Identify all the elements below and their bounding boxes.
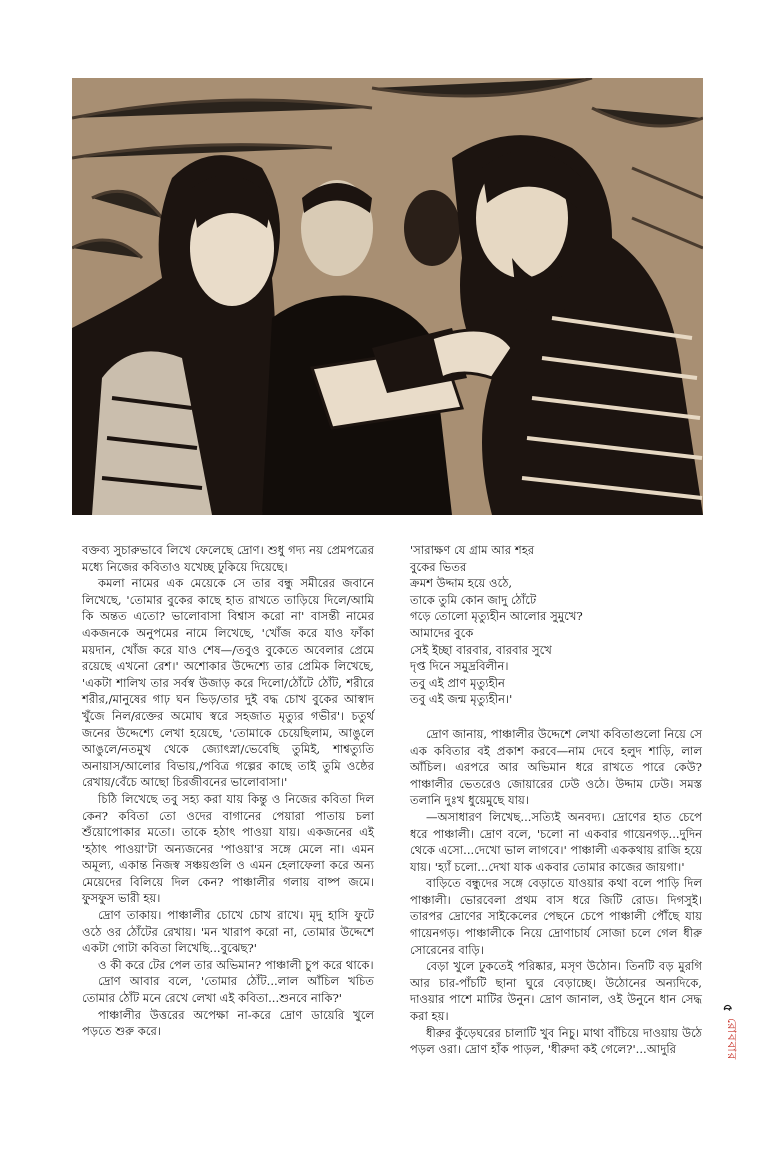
woodcut-illustration — [72, 78, 703, 515]
poem-line: ক্রমশ উদ্দাম হয়ে ওঠে, — [410, 576, 513, 591]
magazine-name-label: রোববার — [725, 1018, 739, 1061]
paragraph: দ্রোণ জানায়, পাঞ্চালীর উদ্দেশে লেখা কবিতাগুলো নিয়ে সে এক কবিতার বই প্রকাশ করবে—নাম দেবে হলুদ শাড়ি, লাল আঁচিল। এরপরে আর অভিমান ধরে রাখতে পারে কেউ? পাঞ্চালীর ভেতরেও জোয়ারের ঢেউ ওঠে। উদ্দাম ঢেউ। সমস্ত তলানি দুঃখ ধুয়েমুছে যায়। — [410, 726, 702, 808]
paragraph: কমলা নামের এক মেয়েকে সে তার বন্ধু সমীরের জবানে লিখেছে, 'তোমার বুকের কাছে হাত রাখতে তাড়িয়ে দিলে/আমি কি অন্তত এতো? ভালোবাসা বিশ্বাস করো না' বাসন্তী নামের একজনকে অনুপমের নামে লিখেছে, 'খোঁজ করে যাও ফাঁকা ময়দান, খোঁজ করে যাও শেষ—/তবুও বুকেতে অবেলার প্রেমে রয়েছে এখনো রেশ।' অশোকার উদ্দেশ্যে তার প্রেমিক লিখেছে, 'একটা শালিখ তার সর্বস্ব উজাড় করে দিলো/ঠোঁটে ঠোঁট, শরীরে শরীর,/মানুষের গাঢ় ঘন ভিড়/তার দুই বদ্ধ চোখ বুকের আস্বাদ খুঁজে নিল/রক্তের অমোঘ স্বরে সহজাত মৃত্যুর গভীর'। চতুর্থ জনের উদ্দেশ্যে লেখা হয়েছে, 'তোমাকে চেয়েছিলাম, আঙুলে আঙুলে/নতমুখ থেকে জ্যোৎস্না/ভেবেছি তুমিই, শাশ্বত্যুতি অনায়াস/আলোর বিভায়,/পবিত্র গল্পের কাছে তাই তুমি ওষ্ঠের রেখায়/বেঁচে আছো চিরজীবনের ভালোবাসা।' — [82, 576, 374, 790]
poem-line: সেই ইচ্ছা বারবার, বারবার সুখে — [410, 642, 552, 657]
page-number: ৫ — [721, 1004, 735, 1012]
poem-block — [410, 542, 702, 708]
poem-line: দৃপ্ত দিনে সমুদ্রবিলীন। — [410, 659, 509, 674]
poem-line: আমাদের বুকে — [410, 625, 474, 640]
poem-line: 'সারাক্ষণ যে গ্রাম আর শহর — [410, 543, 535, 557]
paragraph: ও কী করে টের পেল তার অভিমান? পাঞ্চালী চুপ করে থাকে। — [98, 957, 374, 972]
paragraph: দ্রোণ তাকায়। পাঞ্চালীর চোখে চোখ রাখে। মৃদু হাসি ফুটে ওঠে ওর ঠোঁটের রেখায়। 'মন খারাপ করো না, তোমার উদ্দেশে একটা গোটা কবিতা লিখেছি...বুঝেছ?' — [82, 908, 374, 956]
paragraph: দ্রোণ আবার বলে, 'তোমার ঠোঁট...লাল আঁচিল খচিত তোমার ঠোঁট মনে রেখে লেখা এই কবিতা...শুনবে নাকি?' — [82, 974, 374, 1006]
poem-line: তবু এই প্রাণ মৃত্যুহীন — [410, 675, 505, 690]
article-column-left — [82, 542, 374, 1040]
paragraph: বাড়িতে বন্ধুদের সঙ্গে বেড়াতে যাওয়ার কথা বলে পাড়ি দিল পাঞ্চালী। ভোরবেলা প্রথম বাস ধরে জিটি রোড। দিগসুই। তারপর দ্রোণের সাইকেলের পেছনে চেপে পাঞ্চালী পৌঁছে যায় গায়েনগড়। পাঞ্চালীকে নিয়ে দ্রোণাচার্য সোজা চলে গেল ধীরু সোরেনের বাড়ি। — [410, 876, 702, 957]
paragraph: —অসাধারণ লিখেছ...সত্যিই অনবদ্য। দ্রোণের হাত চেপে ধরে পাঞ্চালী। দ্রোণ বলে, 'চলো না একবার গায়েনগড়...দুদিন থেকে এসো...দেখো ভাল লাগবে।' পাঞ্চালী এককথায় রাজি হয়ে যায়। 'হ্যাঁ চলো...দেখা যাক একবার তোমার কাজের জায়গা।' — [410, 809, 702, 874]
paragraph: চিঠি লিখেছে তবু সহ্য করা যায় কিন্তু ও নিজের কবিতা দিল কেন? কবিতা তো ওদের বাগানের পেয়ারা পাতায় চলা শুঁয়োপোকার মতো। তাকে হঠাৎ পাওয়া যায়। একজনের এই 'হঠাৎ পাওয়া'টা অন্যজনের 'পাওয়া'র সঙ্গে মেলে না। এমন অমূল্য, একান্ত নিজস্ব সঞ্চয়গুলি ও এমন হেলাফেলা করে অন্য মেয়েদের বিলিয়ে দিল কেন? পাঞ্চালীর গলায় বাষ্প জমে। ফুসফুস ভারী হয়। — [82, 791, 374, 906]
paragraph: ধীরুর কুঁড়েঘরের চালাটি খুব নিচু। মাথা বাঁচিয়ে দাওয়ায় উঠে পড়ল ওরা। দ্রোণ হাঁক পাড়ল, 'ধীরুদা কই গেলে?'...আদুরি — [410, 1025, 702, 1057]
paragraph: বক্তব্য সুচারুভাবে লিখে ফেলেছে দ্রোণ। শুধু গদ্য নয় প্রেমপত্রের মধ্যে নিজের কবিতাও যখেচ্ছ ঢুকিয়ে দিয়েছে। — [82, 543, 374, 574]
poem-line: বুকের ভিতর — [410, 559, 467, 574]
poem-line: তাকে তুমি কোন জাদু ঠোঁটে — [410, 592, 537, 607]
article-column-right — [410, 542, 702, 1058]
woodcut-illustration-icon — [72, 78, 703, 515]
paragraph: বেড়া খুলে ঢুকতেই পরিষ্কার, মসৃণ উঠোন। তিনটি বড় মুরগি আর চার-পাঁচটি ছানা ঘুরে বেড়াচ্ছে। উঠোনের অন্যদিকে, দাওয়ার পাশে মাটির উনুন। দ্রোণ জানাল, ওই উনুনে ধান সেদ্ধ করা হয়। — [410, 959, 702, 1024]
poem-line: গড়ে তোলো মৃত্যুহীন আলোর সুমুখে? — [410, 609, 583, 624]
paragraph: পাঞ্চালীর উত্তরের অপেক্ষা না-করে দ্রোণ ডায়েরি খুলে পড়তে শুরু করে। — [82, 1007, 374, 1039]
poem-line: তবু এই জন্ম মৃত্যুহীন।' — [410, 692, 513, 707]
